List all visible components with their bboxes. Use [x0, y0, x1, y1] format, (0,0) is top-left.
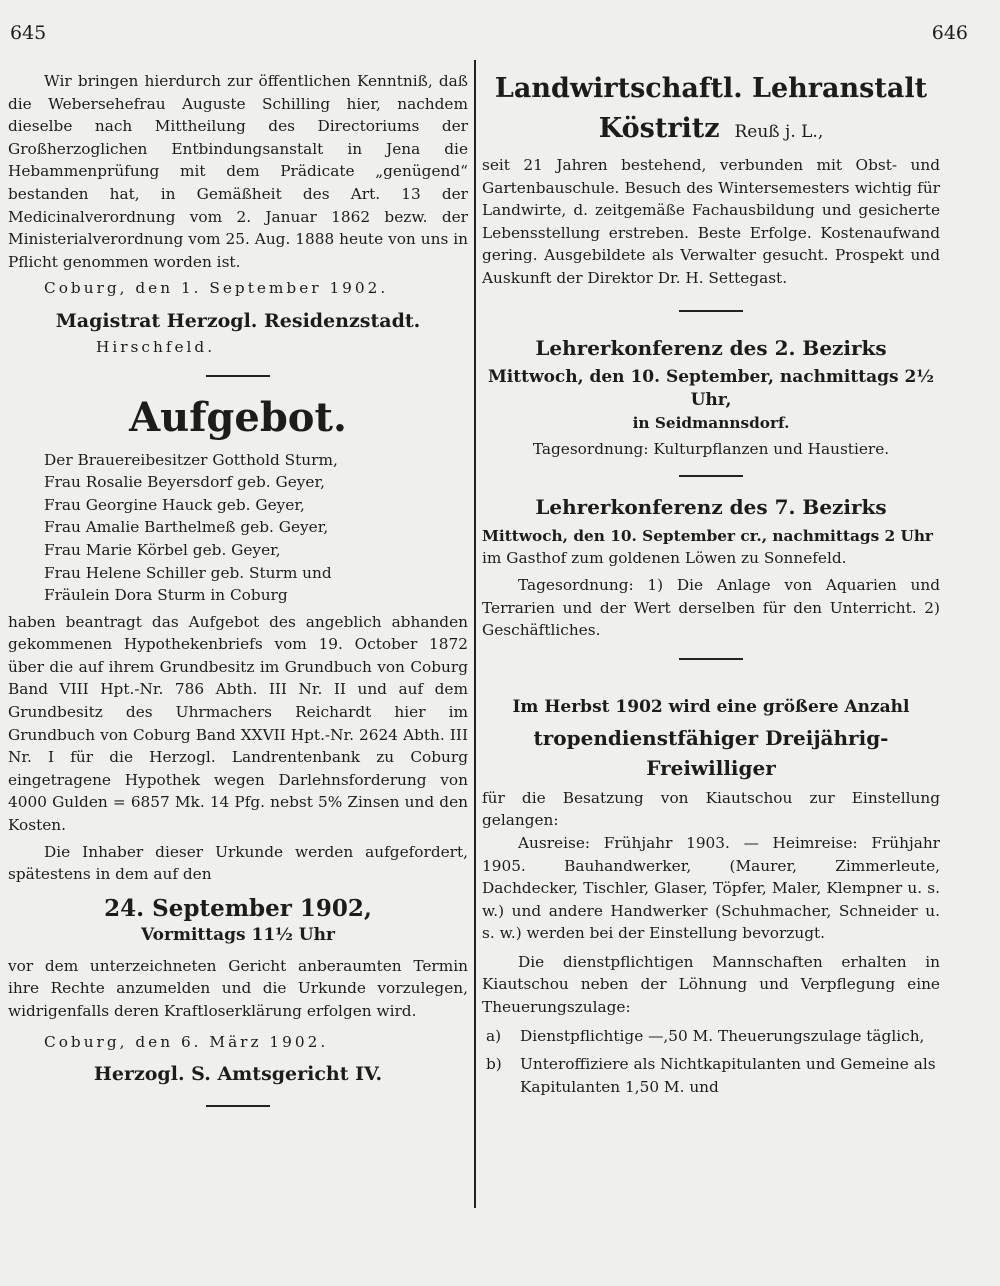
- left-column: [8, 70, 468, 1123]
- kiautschou-headline: tropendienstfähiger Dreijährig-Freiwilliger: [533, 725, 889, 780]
- school-title: Landwirtschaftl. Lehranstalt: [494, 73, 928, 104]
- section-rule: [206, 375, 270, 377]
- applicant-line: Fräulein Dora Sturm in Coburg: [44, 586, 288, 605]
- applicant-line: Frau Marie Körbel geb. Geyer,: [44, 540, 281, 559]
- notice-midwife-place-date: Coburg, den 1. September 1902.: [44, 279, 389, 298]
- page-number-left: 645: [10, 22, 47, 44]
- school-place: Köstritz: [598, 113, 720, 144]
- aufgebot-time: Vormittags 11½ Uhr: [141, 924, 335, 945]
- conf2-where: in Seidmannsdorf.: [632, 413, 790, 432]
- section-rule: [679, 658, 743, 660]
- applicant-line: Frau Georgine Hauck geb. Geyer,: [44, 495, 305, 514]
- aufgebot-body: haben beantragt das Aufgebot des angeblich abhanden gekommenen Hypothekenbriefs vom 19. October 1872 über die auf ihrem Grundbesitz im Grundbuch von Coburg Band VIII Hpt.-Nr. 786 Abth. III Nr. II und auf dem Grundbesitz des Uhrmachers Reichardt hier im Grundbuch von Coburg Band XXVII Hpt.-Nr. 2624 Abth. III Nr. I für die Herzogl. Landrentenbank zu Coburg eingetragene Hypothek wegen Darlehnsforderung von 4000 Gulden = 6857 Mk. 14 Pfg. nebst 5% Zinsen und den Kosten.: [8, 612, 468, 835]
- list-item-text: Dienstpflichtige —,50 M. Theuerungszulage täglich,: [520, 1026, 925, 1045]
- notice-midwife-signer: Hirschfeld.: [96, 337, 216, 356]
- aufgebot-request: Die Inhaber dieser Urkunde werden aufgefordert, spätestens in dem auf den: [8, 842, 468, 884]
- conf2-title: Lehrerkonferenz des 2. Bezirks: [535, 335, 887, 360]
- section-rule: [679, 310, 743, 312]
- notice-midwife-text: Wir bringen hierdurch zur öffentlichen Kenntniß, daß die Webersehefrau Auguste Schilling hier, nachdem dieselbe nach Mittheilung des Directoriums der Großherzoglichen Entbindungsanstalt in Jena die Hebammenprüfung mit dem Prädicate „genügend“ bestanden hat, in Gemäßheit des Art. 13 der Medicinalverordnung vom 2. Januar 1862 bezw. der Ministerialverordnung vom 25. Aug. 1888 heute von uns in Pflicht genommen worden ist.: [8, 72, 468, 271]
- aufgebot-applicants: [8, 449, 468, 607]
- list-item: [482, 1053, 940, 1098]
- aufgebot-heading: Aufgebot.: [129, 393, 347, 441]
- conf2-agenda: Tagesordnung: Kulturpflanzen und Haustiere.: [532, 440, 890, 459]
- column-divider: [474, 60, 476, 1208]
- applicant-line: Frau Helene Schiller geb. Sturm und: [44, 563, 332, 582]
- page-number-right: 646: [931, 22, 968, 44]
- aufgebot-place-date: Coburg, den 6. März 1902.: [44, 1032, 329, 1051]
- applicant-line: Der Brauereibesitzer Gotthold Sturm,: [44, 450, 338, 469]
- school-body: seit 21 Jahren bestehend, verbunden mit Obst- und Gartenbauschule. Besuch des Wintersemesters wichtig für Landwirte, d. zeitgemäße Fachausbildung und gesicherte Lebensstellung erstreben. Beste Erfolge. Kostenaufwand gering. Ausgebildete als Verwalter gesucht. Prospekt und Auskunft der Direktor Dr. H. Settegast.: [482, 156, 940, 287]
- aufgebot-authority: Herzogl. S. Amtsgericht IV.: [93, 1063, 383, 1086]
- notice-midwife-authority: Magistrat Herzogl. Residenzstadt.: [55, 309, 421, 332]
- right-column: [482, 70, 940, 1098]
- list-item-text: Unteroffiziere als Nichtkapitulanten und Gemeine als Kapitulanten 1,50 M. und: [520, 1055, 936, 1096]
- kiautschou-intro: Im Herbst 1902 wird eine größere Anzahl: [512, 696, 910, 717]
- list-item-label: b): [486, 1055, 502, 1074]
- aufgebot-date: 24. September 1902,: [104, 894, 372, 922]
- kiautschou-p1: für die Besatzung von Kiautschou zur Einstellung gelangen:: [482, 788, 940, 830]
- section-rule: [206, 1105, 270, 1107]
- kiautschou-p3: Die dienstpflichtigen Mannschaften erhalten in Kiautschou neben der Löhnung und Verpflegung eine Theuerungszulage:: [482, 952, 940, 1017]
- conf7-when: Mittwoch, den 10. September cr., nachmittags 2 Uhr: [482, 526, 933, 545]
- section-rule: [679, 475, 743, 477]
- conf2-when: Mittwoch, den 10. September, nachmittags 2½ Uhr,: [487, 366, 935, 410]
- aufgebot-closing: vor dem unterzeichneten Gericht anberaumten Termin ihre Rechte anzumelden und die Urkunde vorzulegen, widrigenfalls deren Kraftloserklärung erfolgen wird.: [8, 956, 468, 1020]
- conf7-where: im Gasthof zum goldenen Löwen zu Sonnefeld.: [482, 549, 847, 568]
- conf7-agenda: Tagesordnung: 1) Die Anlage von Aquarien und Terrarien und der Wert derselben für den Unterricht. 2) Geschäftliches.: [482, 575, 940, 640]
- conf7-title: Lehrerkonferenz des 7. Bezirks: [535, 494, 887, 519]
- school-place-suffix: Reuß j. L.,: [734, 122, 824, 142]
- applicant-line: Frau Amalie Barthelmeß geb. Geyer,: [44, 518, 329, 537]
- list-item: [482, 1025, 940, 1048]
- list-item-label: a): [486, 1026, 502, 1045]
- applicant-line: Frau Rosalie Beyersdorf geb. Geyer,: [44, 473, 325, 492]
- kiautschou-p2: Ausreise: Frühjahr 1903. — Heimreise: Frühjahr 1905. Bauhandwerker, (Maurer, Zimmerleute, Dachdecker, Tischler, Glaser, Töpfer, Maler, Klempner u. s. w.) und andere Handwerker (Schuhmacher, Schneider u. s. w.) werden bei der Einstellung bevorzugt.: [482, 833, 940, 943]
